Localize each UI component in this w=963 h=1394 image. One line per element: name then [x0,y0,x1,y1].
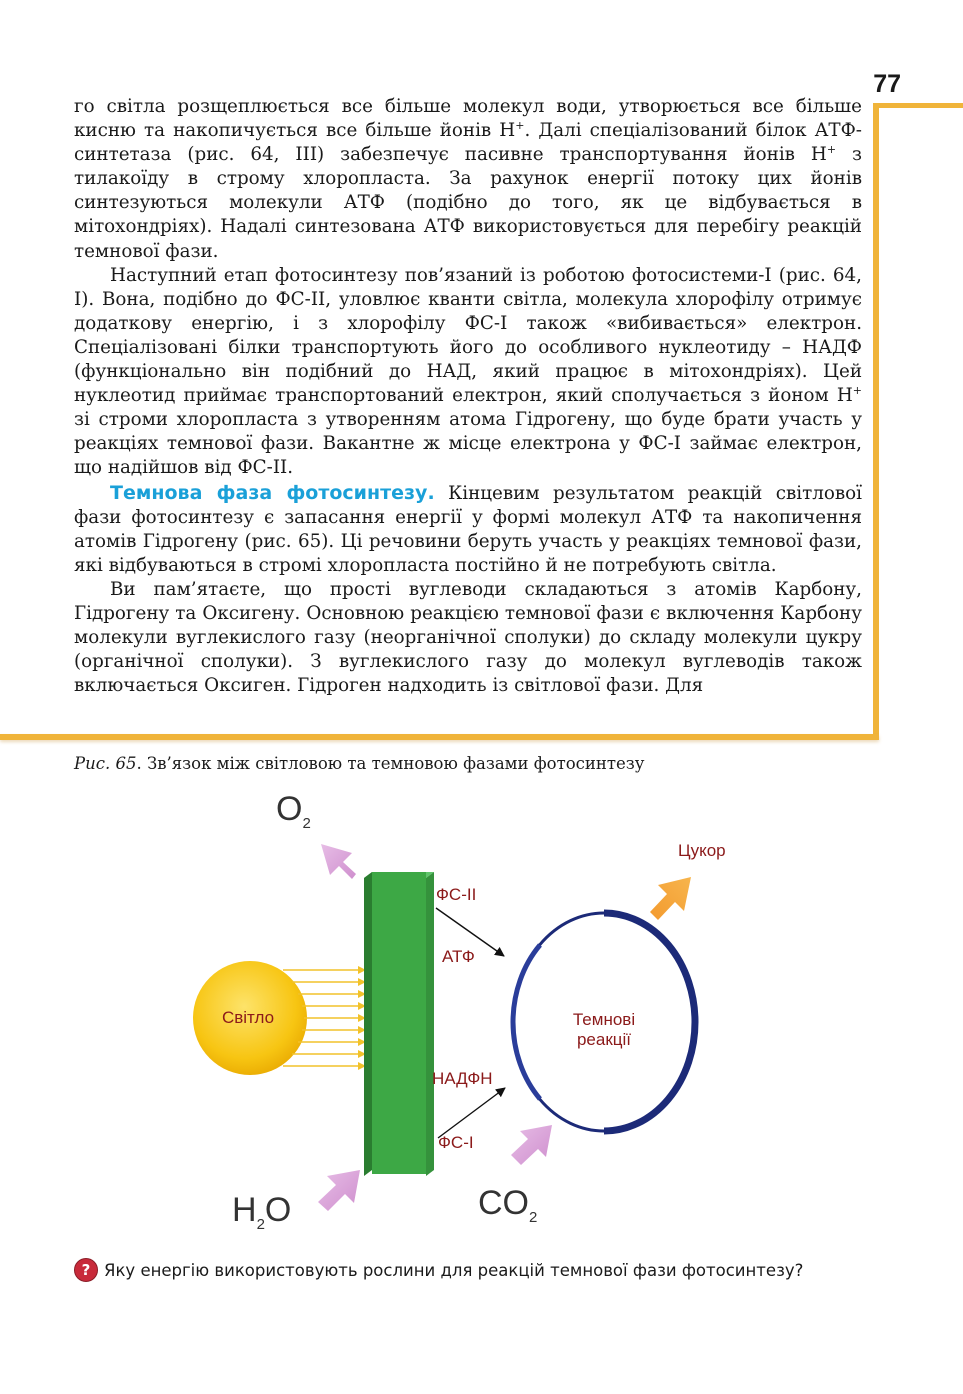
h2o-arrow-icon [318,1170,360,1211]
figure-reference: Рис. 65 [74,754,137,773]
h2o-subscript: 2 [256,1216,265,1233]
paragraph-text: го світла розщеплюється все більше молекул води, утворюється все більше кисню та накопичується все більше йонів Н [74,96,862,142]
fs2-label: ФС-II [436,885,477,904]
question-icon: ? [74,1258,98,1282]
nadfh-label: НАДФН [432,1069,493,1088]
sugar-arrow-icon [650,877,691,920]
paragraph-text: . Далі спеціалізований білок АТФ-синтетаза (рис. 64, III) забезпечує пасивне транспортування йонів Н [74,120,862,166]
nadfh-arrow [438,1088,505,1138]
frame-right-border [873,103,879,739]
paragraph-text: Ви пам’ятаєте, що прості вуглеводи складаються з атомів Карбону, Гідрогену та Оксигену. Основною реакцією темнової фази є включення Карбону молекули вуглекислого газу (неорганічної сполуки) до складу молекули цукру (органічної сполуки). З вуглекислого газу до молекул вуглеводів також включається Оксиген. Гідроген надходить із світлової фази. Для [74,578,862,697]
superscript: + [515,119,525,133]
h2o-h: H [232,1191,257,1229]
svg-text:H2O [232,1191,291,1233]
body-text [74,95,862,698]
header-rule [878,103,963,108]
thylakoid-membrane [364,872,434,1176]
paragraph [74,481,862,578]
review-question [74,1258,803,1282]
sun-icon [193,961,366,1075]
svg-text:O2 [276,790,311,832]
paragraph-text: з тилакоїду в строму хлоропласта. За рахунок енергії потоку цих йонів синтезуються молекули АТФ (подібно до того, як це відбувається в мітохондріях). Надалі синтезована АТФ використовується для перебігу реакцій темнової фази. [74,144,862,262]
paragraph-text: зі строми хлоропласта з утворенням атома Гідрогену, що буде брати участь у реакціях темнової фази. Вакантне ж місце електрона у ФС-I займає електрон, що надійшов від ФС-II. [74,409,862,479]
co2-subscript: 2 [529,1209,538,1226]
svg-text:CO2 [478,1184,537,1226]
superscript: + [826,143,837,157]
light-label: Світло [221,1008,275,1027]
h2o-o: O [264,1191,292,1229]
page-number: 77 [873,70,901,98]
paragraph-text: Наступний етап фотосинтезу пов’язаний із роботою фотосистеми-I (рис. 64, I). Вона, подібно до ФС-II, уловлює кванти світла, молекула хлорофілу отримує додаткову енергію, і з хлорофілу ФС-I також «вибивається» електрон. Спеціалізовані білки транспортують його до особливого нуклеотиду – НАДФ (функціонально він подібний до НАД, який працює в мітохондріях). Цей нуклеотид приймає транспортований електрон, який сполучається з йоном Н [74,264,862,407]
co2-label: CO [478,1184,529,1222]
frame-bottom-border [0,734,879,740]
o2-subscript: 2 [302,815,311,832]
question-text: Яку енергію використовують рослини для реакцій темнової фази фотосинтезу? [104,1260,804,1280]
paragraph [74,264,862,481]
paragraph [74,95,862,264]
dark-reactions-line1: Темнові [572,1010,636,1029]
section-heading: Темнова фаза фотосинтезу. [110,481,435,504]
o2-arrow-icon [321,844,356,879]
figure-caption [74,754,645,773]
paragraph [74,578,862,698]
dark-reactions-line2: реакції [576,1030,632,1049]
photosynthesis-diagram [0,780,963,1250]
paragraph-text: Кінцевим результатом реакцій світлової фази фотосинтезу є запасання енергії у формі молекул АТФ та накопичення атомів Гідрогену (рис. 65). Ці речовини беруть участь у реакціях темнової фази, які відбуваються в стромі хлоропласта постійно й не потребують світла. [74,482,862,576]
co2-arrow-icon [511,1125,552,1165]
atf-label: АТФ [442,947,475,966]
sugar-label: Цукор [678,841,726,860]
o2-label: O [276,790,303,828]
fs1-label: ФС-I [438,1133,474,1152]
superscript: + [852,384,862,398]
caption-text: . Зв’язок між світловою та темновою фазами фотосинтезу [136,754,645,773]
